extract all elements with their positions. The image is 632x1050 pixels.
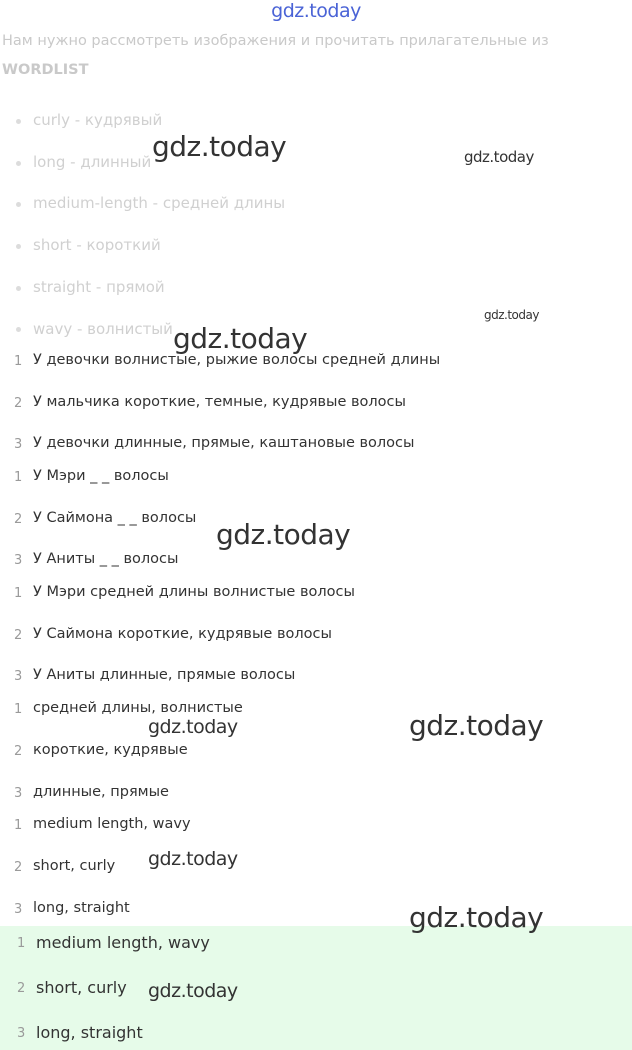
wordlist-item: curly - кудрявый	[33, 111, 163, 129]
list-number: 2	[14, 396, 23, 411]
list-number: 2	[14, 860, 23, 875]
list-item: У девочки длинные, прямые, каштановые волосы	[33, 435, 415, 451]
list-number: 1	[14, 702, 23, 717]
answer-item: medium length, wavy	[36, 933, 210, 952]
list-item: У мальчика короткие, темные, кудрявые волосы	[33, 394, 406, 410]
watermark: gdz.today	[464, 148, 534, 166]
list-item: длинные, прямые	[33, 784, 169, 800]
list-number: 3	[14, 786, 23, 801]
watermark: gdz.today	[216, 518, 351, 551]
watermark: gdz.today	[148, 980, 238, 1002]
list-number: 3	[14, 669, 23, 684]
list-item: У Мэри средней длины волнистые волосы	[33, 584, 355, 600]
wordlist-item: long - длинный	[33, 153, 152, 171]
list-number: 1	[14, 354, 23, 369]
list-item: У Саймона _ _ волосы	[33, 510, 197, 526]
bullet-icon	[16, 286, 21, 291]
wordlist-item: short - короткий	[33, 236, 161, 254]
wordlist-item: straight - прямой	[33, 278, 165, 296]
watermark: gdz.today	[409, 901, 544, 934]
answer-item: short, curly	[36, 978, 127, 997]
site-logo[interactable]: gdz.today	[271, 0, 361, 22]
list-number: 1	[14, 586, 23, 601]
answer-number: 2	[17, 981, 26, 996]
list-item: У Саймона короткие, кудрявые волосы	[33, 626, 332, 642]
list-item: medium length, wavy	[33, 816, 191, 832]
watermark: gdz.today	[409, 709, 544, 742]
wordlist-item: wavy - волнистый	[33, 320, 173, 338]
list-number: 2	[14, 628, 23, 643]
list-item: У Аниты длинные, прямые волосы	[33, 667, 296, 683]
list-number: 1	[14, 470, 23, 485]
wordlist-heading: WORDLIST	[2, 62, 89, 78]
bullet-icon	[16, 244, 21, 249]
list-item: У девочки волнистые, рыжие волосы средней длины	[33, 352, 441, 368]
watermark: gdz.today	[484, 308, 539, 322]
answer-box	[0, 926, 632, 1050]
bullet-icon	[16, 119, 21, 124]
list-item: long, straight	[33, 900, 130, 916]
list-item: короткие, кудрявые	[33, 742, 188, 758]
bullet-icon	[16, 202, 21, 207]
list-number: 2	[14, 512, 23, 527]
bullet-icon	[16, 327, 21, 332]
list-number: 1	[14, 818, 23, 833]
answer-number: 1	[17, 936, 26, 951]
list-item: short, curly	[33, 858, 116, 874]
watermark: gdz.today	[148, 716, 238, 738]
list-number: 3	[14, 437, 23, 452]
watermark: gdz.today	[152, 130, 287, 163]
answer-number: 3	[17, 1026, 26, 1041]
list-number: 2	[14, 744, 23, 759]
list-item: средней длины, волнистые	[33, 700, 243, 716]
answer-item: long, straight	[36, 1023, 143, 1042]
intro-text: Нам нужно рассмотреть изображения и прочитать прилагательные из	[2, 33, 549, 49]
list-number: 3	[14, 902, 23, 917]
watermark: gdz.today	[148, 848, 238, 870]
list-item: У Аниты _ _ волосы	[33, 551, 179, 567]
bullet-icon	[16, 161, 21, 166]
list-item: У Мэри _ _ волосы	[33, 468, 169, 484]
wordlist-item: medium-length - средней длины	[33, 194, 286, 212]
watermark: gdz.today	[173, 322, 308, 355]
list-number: 3	[14, 553, 23, 568]
